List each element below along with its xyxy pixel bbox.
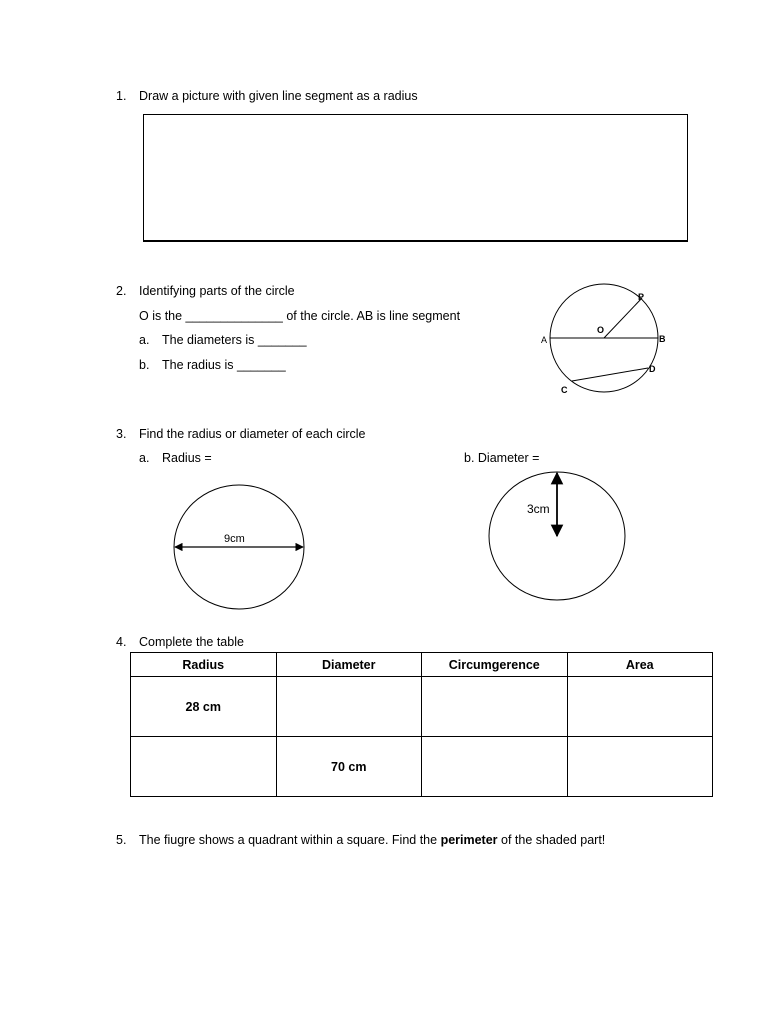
label-c: C [561, 385, 568, 395]
q2-circle-figure [530, 280, 690, 400]
q4-number: 4. [116, 635, 127, 649]
q3-measure-9cm: 9cm [224, 533, 245, 545]
q2-item-a-text: The diameters is _______ [162, 333, 307, 347]
label-b: B [659, 334, 666, 344]
label-d: D [649, 364, 656, 374]
chord-cd [572, 368, 648, 381]
q5-text-after: of the shaded part! [497, 833, 606, 847]
q2-item-b-marker: b. [139, 358, 150, 372]
q3-part-a-marker: a. [139, 451, 150, 465]
q3-text: Find the radius or diameter of each circle [139, 427, 366, 441]
segment-op [604, 298, 642, 338]
q3-circle-b-figure [486, 468, 630, 604]
q3-number: 3. [116, 427, 127, 441]
q4-header-diameter: Diameter [276, 653, 422, 677]
q4-table-header-row [131, 653, 713, 677]
q1-text: Draw a picture with given line segment as a radius [139, 89, 418, 103]
q3-measure-3cm: 3cm [527, 502, 550, 516]
q1-number: 1. [116, 89, 127, 103]
label-p: P [638, 292, 645, 302]
table-cell[interactable] [131, 737, 277, 797]
q5-text-before: The fiugre shows a quadrant within a square. Find the [139, 833, 441, 847]
q4-header-area: Area [567, 653, 713, 677]
table-cell[interactable] [567, 677, 713, 737]
table-cell[interactable]: 28 cm [131, 677, 277, 737]
table-row [131, 737, 713, 797]
q4-text: Complete the table [139, 635, 244, 649]
q2-item-b-text: The radius is _______ [162, 358, 286, 372]
table-row [131, 677, 713, 737]
label-o: O [597, 325, 605, 335]
q2-line1: O is the ______________ of the circle. AB is line segment [139, 309, 461, 323]
table-cell[interactable] [422, 677, 568, 737]
q1-drawing-box[interactable] [143, 114, 688, 242]
table-cell[interactable]: 70 cm [276, 737, 422, 797]
q2-number: 2. [116, 284, 127, 298]
table-cell[interactable] [276, 677, 422, 737]
q4-header-circumference: Circumgerence [422, 653, 568, 677]
table-cell[interactable] [422, 737, 568, 797]
q4-header-radius: Radius [131, 653, 277, 677]
q3-circle-a-figure [170, 482, 310, 614]
q3-part-b-text: b. Diameter = [464, 451, 540, 465]
q5-text [139, 833, 605, 847]
q3-part-a-text: Radius = [162, 451, 212, 465]
label-a: A [541, 335, 548, 345]
q5-number: 5. [116, 833, 127, 847]
q2-item-a-marker: a. [139, 333, 150, 347]
q4-table [130, 652, 713, 797]
q2-text: Identifying parts of the circle [139, 284, 295, 298]
table-cell[interactable] [567, 737, 713, 797]
q5-text-bold: perimeter [440, 833, 498, 847]
